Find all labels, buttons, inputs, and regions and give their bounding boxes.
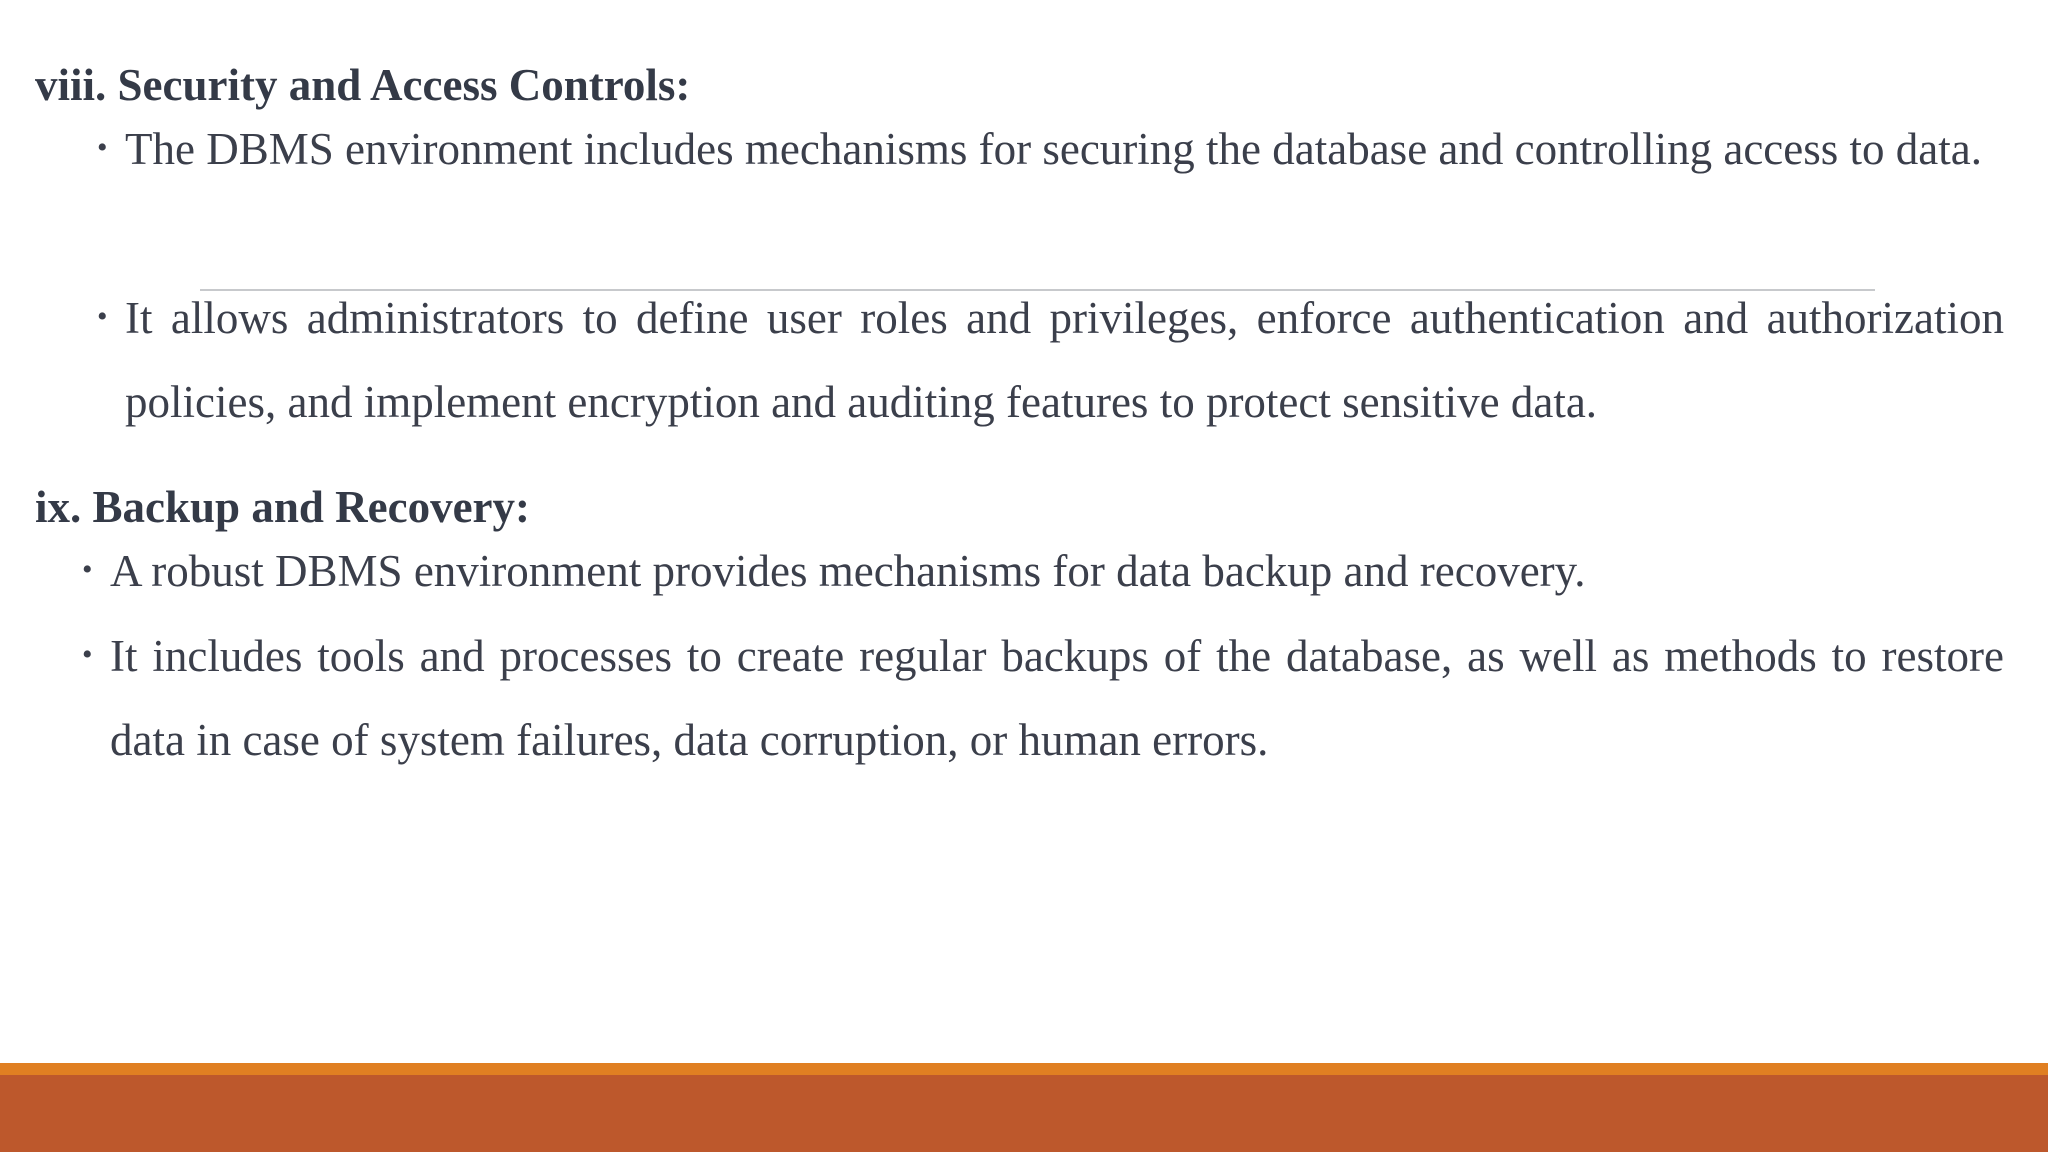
bullet-dot-icon: • [82,638,93,671]
bullet-text: It allows administrators to define user roles and privileges, enforce authentication and authorization policies, and implement encryption and auditing features to protect sensitive data. [125,293,2004,427]
bullet-dot-icon: • [82,553,93,586]
footer-main-stripe [0,1075,2048,1152]
bullet-item [97,293,2004,444]
bullet-text: It includes tools and processes to create regular backups of the database, as well as methods to restore data in case of system failures, data corruption, or human errors. [110,631,2004,765]
footer-band [0,1063,2048,1152]
bullet-item [82,546,2004,613]
bullet-text: A robust DBMS environment provides mechanisms for data backup and recovery. [110,546,1586,596]
bullet-dot-icon: • [97,300,108,333]
bullet-item [97,124,2004,191]
section-heading-backup: ix. Backup and Recovery: [35,482,530,532]
footer-accent-stripe [0,1063,2048,1075]
section-heading-security: viii. Security and Access Controls: [35,60,691,110]
bullet-text: The DBMS environment includes mechanisms for securing the database and controlling access to data. [125,124,1982,174]
bullet-item [82,631,2004,782]
bullet-dot-icon: • [97,131,108,164]
